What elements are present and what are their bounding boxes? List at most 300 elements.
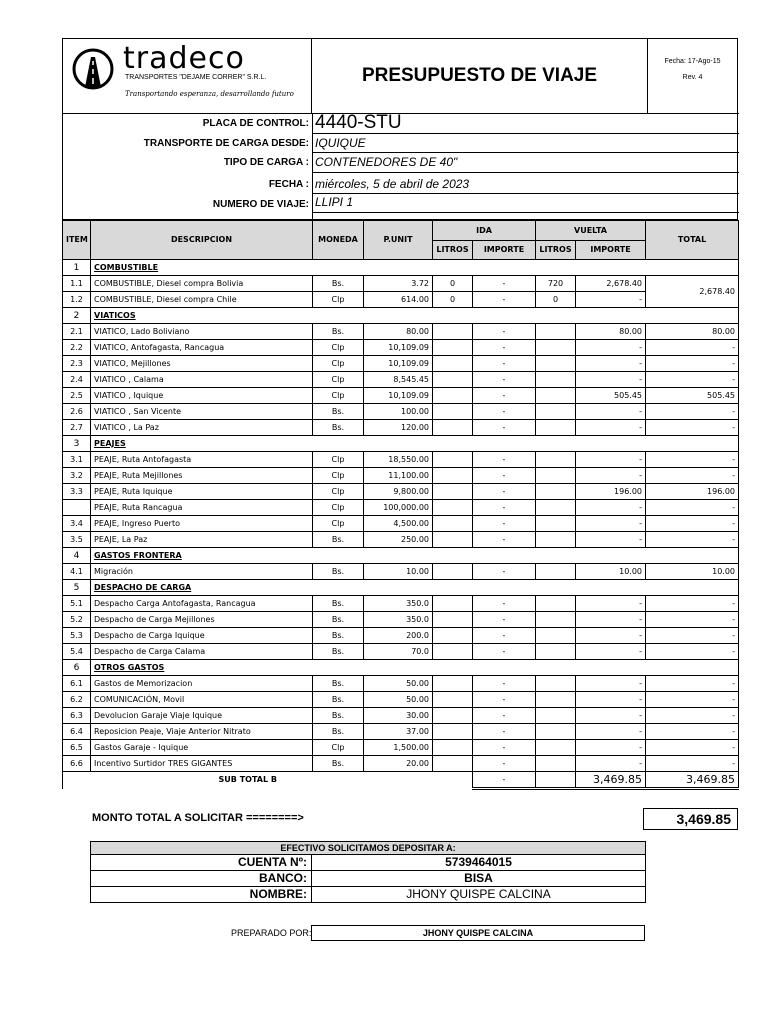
row-currency: Clp [313, 372, 364, 388]
row-ida-importe: - [473, 276, 536, 292]
col-punit: P.UNIT [364, 221, 433, 260]
table-row [63, 612, 739, 628]
viaje-value: LLIPI 1 [315, 195, 354, 209]
section-name: PEAJES [91, 436, 739, 452]
row-ida-importe: - [473, 484, 536, 500]
row-total: - [646, 628, 739, 644]
row-vuelta-litros [536, 324, 576, 340]
row-vuelta-importe: - [576, 532, 646, 548]
row-ida-importe: - [473, 452, 536, 468]
placa-label: PLACA DE CONTROL: [202, 118, 309, 129]
row-total: - [646, 452, 739, 468]
row-vuelta-litros [536, 596, 576, 612]
row-vuelta-litros [536, 404, 576, 420]
row-total: - [646, 740, 739, 756]
row-vuelta-importe: - [576, 452, 646, 468]
section-number: 4 [63, 548, 91, 564]
row-vuelta-importe: - [576, 404, 646, 420]
table-row [63, 564, 739, 580]
row-total: - [646, 372, 739, 388]
row-vuelta-importe: 505.45 [576, 388, 646, 404]
row-unit-price: 200.0 [364, 628, 433, 644]
row-description: Gastos de Memorizacion [91, 676, 313, 692]
row-vuelta-litros: 720 [536, 276, 576, 292]
row-vuelta-litros [536, 612, 576, 628]
row-description: COMUNICACIÓN, Movil [91, 692, 313, 708]
col-moneda: MONEDA [313, 221, 364, 260]
section-row [63, 308, 739, 324]
row-item: 2.4 [63, 372, 91, 388]
row-item [63, 500, 91, 516]
fecha-label: FECHA : [268, 179, 309, 190]
row-item: 6.2 [63, 692, 91, 708]
row-description: VIATICO , Calama [91, 372, 313, 388]
row-currency: Clp [313, 516, 364, 532]
section-row [63, 436, 739, 452]
banco-label: BANCO: [91, 871, 312, 887]
row-vuelta-litros [536, 564, 576, 580]
document-revision: Rev. 4 [682, 74, 703, 81]
col-vuelta-importe: IMPORTE [576, 241, 646, 260]
row-unit-price: 37.00 [364, 724, 433, 740]
row-total: - [646, 676, 739, 692]
row-unit-price: 1,500.00 [364, 740, 433, 756]
row-item: 6.4 [63, 724, 91, 740]
row-description: PEAJE, La Paz [91, 532, 313, 548]
row-vuelta-litros [536, 708, 576, 724]
budget-table [62, 220, 739, 790]
row-ida-importe: - [473, 708, 536, 724]
row-currency: Bs. [313, 404, 364, 420]
row-ida-litros [433, 644, 473, 660]
row-unit-price: 100,000.00 [364, 500, 433, 516]
row-description: COMBUSTIBLE, Diesel compra Bolivia [91, 276, 313, 292]
row-vuelta-importe: - [576, 372, 646, 388]
row-unit-price: 350.0 [364, 596, 433, 612]
trip-info [62, 113, 738, 220]
row-item: 1.1 [63, 276, 91, 292]
col-ida-litros: LITROS [433, 241, 473, 260]
row-currency: Clp [313, 484, 364, 500]
row-currency: Clp [313, 500, 364, 516]
row-currency: Clp [313, 468, 364, 484]
col-vuelta: VUELTA [536, 221, 646, 241]
row-vuelta-importe: - [576, 740, 646, 756]
col-ida: IDA [433, 221, 536, 241]
section-row [63, 548, 739, 564]
table-row [63, 516, 739, 532]
table-row [63, 644, 739, 660]
row-currency: Clp [313, 340, 364, 356]
row-vuelta-litros [536, 644, 576, 660]
row-ida-litros [433, 372, 473, 388]
col-item: ITEM [63, 221, 91, 260]
row-description: Migración [91, 564, 313, 580]
row-description: Gastos Garaje - Iquique [91, 740, 313, 756]
row-vuelta-litros [536, 740, 576, 756]
row-vuelta-importe: - [576, 756, 646, 772]
row-ida-importe: - [473, 644, 536, 660]
row-ida-litros [433, 468, 473, 484]
section-number: 3 [63, 436, 91, 452]
table-row [63, 276, 739, 292]
row-currency: Bs. [313, 644, 364, 660]
row-vuelta-importe: - [576, 516, 646, 532]
row-ida-importe: - [473, 724, 536, 740]
row-item: 6.5 [63, 740, 91, 756]
row-ida-litros [433, 676, 473, 692]
section-name: VIATICOS [91, 308, 739, 324]
row-unit-price: 80.00 [364, 324, 433, 340]
row-total: - [646, 468, 739, 484]
row-vuelta-litros [536, 724, 576, 740]
row-item: 2.1 [63, 324, 91, 340]
row-vuelta-importe: - [576, 724, 646, 740]
row-ida-litros: 0 [433, 292, 473, 308]
row-vuelta-importe: 196.00 [576, 484, 646, 500]
row-vuelta-litros [536, 692, 576, 708]
viaje-label: NUMERO DE VIAJE: [212, 199, 309, 210]
row-item: 2.6 [63, 404, 91, 420]
row-vuelta-litros [536, 628, 576, 644]
row-unit-price: 120.00 [364, 420, 433, 436]
row-description: VIATICO , La Paz [91, 420, 313, 436]
row-ida-litros [433, 532, 473, 548]
row-currency: Bs. [313, 420, 364, 436]
row-vuelta-importe: - [576, 468, 646, 484]
section-row [63, 260, 739, 276]
deposit-title: EFECTIVO SOLICITAMOS DEPOSITAR A: [91, 842, 646, 855]
row-description: PEAJE, Ingreso Puerto [91, 516, 313, 532]
row-ida-importe: - [473, 628, 536, 644]
row-ida-litros [433, 340, 473, 356]
company-logo-block [62, 38, 312, 114]
row-currency: Bs. [313, 324, 364, 340]
row-currency: Bs. [313, 596, 364, 612]
row-description: Despacho de Carga Mejillones [91, 612, 313, 628]
row-currency: Bs. [313, 612, 364, 628]
row-item: 6.6 [63, 756, 91, 772]
col-vuelta-litros: LITROS [536, 241, 576, 260]
row-ida-litros [433, 756, 473, 772]
row-ida-litros [433, 484, 473, 500]
row-ida-importe: - [473, 420, 536, 436]
row-currency: Bs. [313, 276, 364, 292]
row-total: - [646, 692, 739, 708]
row-ida-importe: - [473, 292, 536, 308]
row-item: 2.2 [63, 340, 91, 356]
row-ida-importe: - [473, 676, 536, 692]
table-row [63, 500, 739, 516]
row-total: 10.00 [646, 564, 739, 580]
row-ida-importe: - [473, 564, 536, 580]
document-date: Fecha: 17-Ago-15 [664, 58, 721, 65]
row-ida-litros [433, 708, 473, 724]
row-unit-price: 4,500.00 [364, 516, 433, 532]
row-vuelta-importe: - [576, 596, 646, 612]
row-total: 196.00 [646, 484, 739, 500]
row-description: Reposicion Peaje, Viaje Anterior Nitrato [91, 724, 313, 740]
row-total: - [646, 420, 739, 436]
row-ida-litros [433, 388, 473, 404]
section-number: 1 [63, 260, 91, 276]
row-ida-litros [433, 500, 473, 516]
subtotal-ida: - [473, 772, 536, 789]
preparado-value: JHONY QUISPE CALCINA [311, 925, 645, 941]
row-description: PEAJE, Ruta Iquique [91, 484, 313, 500]
row-ida-litros [433, 692, 473, 708]
table-row [63, 388, 739, 404]
row-item: 2.5 [63, 388, 91, 404]
nombre-label: NOMBRE: [91, 887, 312, 903]
row-ida-litros [433, 404, 473, 420]
row-unit-price: 10,109.09 [364, 356, 433, 372]
table-row [63, 740, 739, 756]
row-ida-importe: - [473, 356, 536, 372]
row-total: - [646, 340, 739, 356]
subtotal-label: SUB TOTAL B [63, 772, 433, 789]
row-ida-litros [433, 324, 473, 340]
row-item: 6.1 [63, 676, 91, 692]
deposit-table [90, 841, 646, 903]
row-ida-litros [433, 420, 473, 436]
row-ida-litros [433, 740, 473, 756]
cuenta-label: CUENTA Nº: [91, 855, 312, 871]
row-unit-price: 18,550.00 [364, 452, 433, 468]
section-number: 6 [63, 660, 91, 676]
row-ida-importe: - [473, 516, 536, 532]
row-description: VIATICO , San Vicente [91, 404, 313, 420]
row-item: 3.1 [63, 452, 91, 468]
row-item: 1.2 [63, 292, 91, 308]
section-row [63, 580, 739, 596]
table-row [63, 484, 739, 500]
table-row [63, 356, 739, 372]
row-ida-importe: - [473, 532, 536, 548]
row-vuelta-importe: - [576, 340, 646, 356]
row-description: COMBUSTIBLE, Diesel compra Chile [91, 292, 313, 308]
row-ida-litros [433, 596, 473, 612]
table-row [63, 420, 739, 436]
subtotal-total: 3,469.85 [646, 772, 739, 789]
row-vuelta-litros: 0 [536, 292, 576, 308]
company-slogan: Transportando esperanza, desarrollando futuro [125, 90, 294, 98]
row-ida-importe: - [473, 756, 536, 772]
row-description: Despacho de Carga Calama [91, 644, 313, 660]
row-vuelta-importe: 10.00 [576, 564, 646, 580]
row-ida-importe: - [473, 468, 536, 484]
row-ida-importe: - [473, 388, 536, 404]
table-row [63, 708, 739, 724]
section-number: 2 [63, 308, 91, 324]
monto-label: MONTO TOTAL A SOLICITAR ========> [92, 812, 304, 824]
row-vuelta-importe: - [576, 612, 646, 628]
row-ida-litros [433, 516, 473, 532]
section-row [63, 660, 739, 676]
row-vuelta-importe: 2,678.40 [576, 276, 646, 292]
document-title: PRESUPUESTO DE VIAJE [311, 38, 648, 114]
row-ida-litros [433, 724, 473, 740]
row-currency: Clp [313, 292, 364, 308]
table-row [63, 324, 739, 340]
row-description: VIATICO, Lado Boliviano [91, 324, 313, 340]
table-row [63, 404, 739, 420]
row-currency: Bs. [313, 708, 364, 724]
row-vuelta-litros [536, 340, 576, 356]
row-ida-importe: - [473, 404, 536, 420]
row-vuelta-litros [536, 484, 576, 500]
table-row [63, 692, 739, 708]
row-total: - [646, 532, 739, 548]
row-total: - [646, 500, 739, 516]
row-vuelta-litros [536, 500, 576, 516]
table-row [63, 596, 739, 612]
row-total: 2,678.40 [646, 276, 739, 308]
tipo-value: CONTENEDORES DE 40" [315, 155, 458, 169]
row-unit-price: 250.00 [364, 532, 433, 548]
row-total: - [646, 612, 739, 628]
table-row [63, 628, 739, 644]
row-vuelta-litros [536, 532, 576, 548]
tipo-label: TIPO DE CARGA : [223, 157, 309, 168]
company-subtitle: TRANSPORTES "DEJAME CORRER" S.R.L. [125, 74, 267, 81]
row-ida-importe: - [473, 324, 536, 340]
row-unit-price: 614.00 [364, 292, 433, 308]
row-total: 80.00 [646, 324, 739, 340]
row-ida-litros [433, 628, 473, 644]
row-item: 3.3 [63, 484, 91, 500]
row-unit-price: 50.00 [364, 676, 433, 692]
row-description: VIATICO, Antofagasta, Rancagua [91, 340, 313, 356]
row-vuelta-litros [536, 452, 576, 468]
section-name: COMBUSTIBLE [91, 260, 739, 276]
row-ida-litros [433, 612, 473, 628]
row-total: - [646, 404, 739, 420]
row-currency: Bs. [313, 628, 364, 644]
row-total: - [646, 724, 739, 740]
row-item: 3.2 [63, 468, 91, 484]
row-vuelta-litros [536, 388, 576, 404]
row-unit-price: 10.00 [364, 564, 433, 580]
row-description: VIATICO, Mejillones [91, 356, 313, 372]
row-ida-importe: - [473, 372, 536, 388]
row-unit-price: 8,545.45 [364, 372, 433, 388]
cuenta-value: 5739464015 [312, 855, 646, 871]
row-vuelta-litros [536, 356, 576, 372]
row-ida-importe: - [473, 692, 536, 708]
row-vuelta-importe: - [576, 644, 646, 660]
row-ida-litros [433, 564, 473, 580]
row-vuelta-litros [536, 516, 576, 532]
table-row [63, 468, 739, 484]
row-item: 6.3 [63, 708, 91, 724]
table-row [63, 676, 739, 692]
row-total: - [646, 756, 739, 772]
row-item: 5.3 [63, 628, 91, 644]
row-unit-price: 10,109.09 [364, 340, 433, 356]
row-unit-price: 100.00 [364, 404, 433, 420]
row-item: 5.1 [63, 596, 91, 612]
row-vuelta-importe: - [576, 708, 646, 724]
row-vuelta-litros [536, 756, 576, 772]
row-unit-price: 10,109.09 [364, 388, 433, 404]
row-description: Incentivo Surtidor TRES GIGANTES [91, 756, 313, 772]
row-currency: Bs. [313, 564, 364, 580]
row-currency: Clp [313, 356, 364, 372]
row-ida-importe: - [473, 596, 536, 612]
row-unit-price: 9,800.00 [364, 484, 433, 500]
row-description: PEAJE, Ruta Mejillones [91, 468, 313, 484]
row-vuelta-importe: - [576, 676, 646, 692]
row-description: Despacho Carga Antofagasta, Rancagua [91, 596, 313, 612]
row-unit-price: 70.0 [364, 644, 433, 660]
row-description: Despacho de Carga Iquique [91, 628, 313, 644]
desde-label: TRANSPORTE DE CARGA DESDE: [143, 138, 309, 149]
row-item: 5.2 [63, 612, 91, 628]
table-row [63, 452, 739, 468]
col-descripcion: DESCRIPCION [91, 221, 313, 260]
row-vuelta-importe: - [576, 292, 646, 308]
row-item: 4.1 [63, 564, 91, 580]
row-description: PEAJE, Ruta Antofagasta [91, 452, 313, 468]
row-currency: Clp [313, 452, 364, 468]
table-row [63, 756, 739, 772]
row-description: PEAJE, Ruta Rancagua [91, 500, 313, 516]
row-vuelta-importe: - [576, 692, 646, 708]
nombre-value: JHONY QUISPE CALCINA [312, 887, 646, 903]
section-name: DESPACHO DE CARGA [91, 580, 739, 596]
row-vuelta-importe: - [576, 628, 646, 644]
section-number: 5 [63, 580, 91, 596]
placa-value: 4440-STU [315, 112, 402, 133]
company-name: tradeco [123, 41, 245, 76]
section-name: GASTOS FRONTERA [91, 548, 739, 564]
col-total: TOTAL [646, 221, 739, 260]
fecha-value: miércoles, 5 de abril de 2023 [315, 177, 470, 191]
row-unit-price: 11,100.00 [364, 468, 433, 484]
row-currency: Bs. [313, 724, 364, 740]
row-vuelta-importe: 80.00 [576, 324, 646, 340]
row-currency: Clp [313, 740, 364, 756]
row-ida-importe: - [473, 500, 536, 516]
row-ida-importe: - [473, 740, 536, 756]
row-total: - [646, 596, 739, 612]
row-unit-price: 20.00 [364, 756, 433, 772]
monto-value: 3,469.85 [643, 808, 738, 830]
row-currency: Bs. [313, 692, 364, 708]
truck-road-logo-icon [71, 47, 115, 91]
col-ida-importe: IMPORTE [473, 241, 536, 260]
row-ida-importe: - [473, 340, 536, 356]
row-total: - [646, 516, 739, 532]
row-unit-price: 30.00 [364, 708, 433, 724]
row-ida-litros [433, 452, 473, 468]
row-item: 2.3 [63, 356, 91, 372]
row-vuelta-litros [536, 468, 576, 484]
row-item: 3.4 [63, 516, 91, 532]
subtotal-vuelta: 3,469.85 [576, 772, 646, 789]
row-vuelta-litros [536, 676, 576, 692]
banco-value: BISA [312, 871, 646, 887]
row-total: - [646, 708, 739, 724]
row-total: - [646, 356, 739, 372]
row-vuelta-importe: - [576, 356, 646, 372]
row-ida-litros: 0 [433, 276, 473, 292]
row-vuelta-importe: - [576, 420, 646, 436]
preparado-label: PREPARADO POR: [231, 928, 312, 938]
row-unit-price: 50.00 [364, 692, 433, 708]
row-vuelta-litros [536, 372, 576, 388]
